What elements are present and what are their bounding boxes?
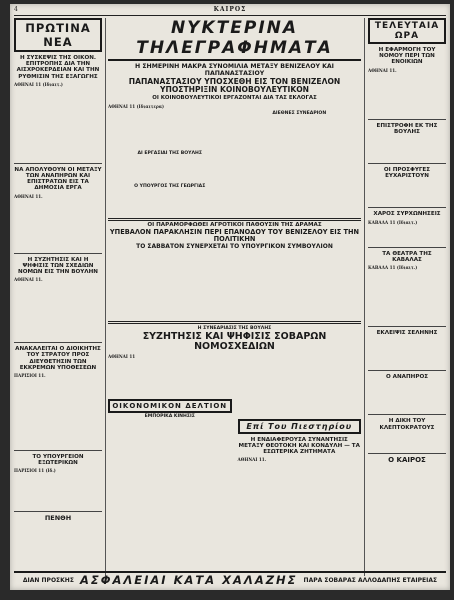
dateline: ΚΑΒΑΛΑ 11 (Ιδιαιτ.): [368, 265, 418, 271]
center-title: ΝΥΚΤΕΡΙΝΑ ΤΗΛΕΓΡΑΦΗΜΑΤΑ: [108, 18, 361, 61]
article-headline: ΟΙ ΠΡΟΣΦΥΓΕΣ ΕΥΧΑΡΙΣΤΟΥΝ: [383, 167, 431, 180]
ad-left-text: ΔΙΑΝ ΠΡΟΣΚΗΣ: [22, 576, 74, 584]
dateline: ΑΘΗΝΑΙ 11.: [14, 193, 43, 199]
article-headline: ΠΕΝΘΗ: [44, 514, 72, 523]
advertisement-strip: [14, 571, 446, 587]
article-body: [108, 156, 232, 184]
dateline: ΑΘΗΝΑΙ 11 (Ιδιαιτερα): [108, 103, 164, 109]
article-body: [368, 225, 446, 245]
press-headline: Η ΕΝΔΙΑΦΕΡΟΥΣΑ ΣΥΝΑΝΤΗΣΙΣ ΜΕΤΑΞΥ ΘΕΟΤΟΚΗ ΚΑΙ ΚΟΝΔΥΛΗ — ΤΑ ΕΣΩΤΕΡΙΚΑ ΖΗΤΗΜΑΤΑ: [238, 436, 360, 455]
article-body: [14, 378, 102, 448]
dateline: ΚΑΒΑΛΑ 11 (Ιδιαιτ.): [368, 219, 418, 225]
article-body: [14, 282, 102, 340]
economic-bulletin-title: ΟΙΚΟΝΟΜΙΚΟΝ ΔΕΛΤΙΟΝ: [108, 399, 232, 413]
article-headline: ΤΟ ΥΠΟΥΡΓΕΙΟΝ ΕΞΩΤΕΡΙΚΩΝ: [32, 454, 84, 467]
article-headline: ΑΝΑΚΑΛΕΙΤΑΙ Ο ΔΙΟΙΚΗΤΗΣ ΤΟΥ ΣΤΡΑΤΟΥ ΠΡΟΣ ΔΙΕΥΘΕΤΗΣΙΝ ΤΩΝ ΕΚΚΡΕΜΩΝ ΥΠΟΘΕΣΕΩΝ: [15, 346, 101, 371]
article-body: [108, 253, 361, 319]
headline-main: ΥΠΕΒΑΛΟΝ ΠΑΡΑΚΛΗΣΙΝ ΠΕΡΙ ΕΠΑΝΟΔΟΥ ΤΟΥ ΒΕΝΙΖΕΛΟΥ ΕΙΣ ΤΗΝ ΠΟΛΙΤΙΚΗΝ: [109, 228, 360, 244]
article-headline: Ο ΚΑΙΡΟΣ: [388, 455, 426, 464]
article-body: [14, 473, 102, 509]
article-headline: Η ΣΥΖΗΤΗΣΙΣ ΚΑΙ Η ΨΗΦΙΣΙΣ ΤΩΝ ΣΧΕΔΙΩΝ ΝΟΜΩΝ ΕΙΣ ΤΗΝ ΒΟΥΛΗΝ: [18, 256, 98, 276]
article-body: [368, 270, 446, 324]
article-body: [368, 382, 446, 412]
lead-subheadline: ΟΙ ΚΟΙΝΟΒΟΥΛΕΥΤΙΚΟΙ ΕΡΓΑΖΟΝΤΑΙ ΔΙΑ ΤΑΣ ΕΚΛΟΓΑΣ: [152, 94, 317, 101]
column-divider: [105, 18, 106, 576]
article-body: [238, 359, 362, 419]
article-headline: ΝΑ ΑΠΟΛΥΘΟΥΝ ΟΙ ΜΕΤΑΞΥ ΤΩΝ ΑΝΑΠΗΡΩΝ ΚΑΙ ΕΠΙΣΤΡΑΤΩΝ ΕΙΣ ΤΑ ΔΗΜΟΣΙΑ ΕΡΓΑ: [14, 166, 102, 192]
article-body: [368, 137, 446, 161]
dateline: ΑΘΗΝΑΙ 11.: [368, 67, 397, 73]
article-body: [14, 199, 102, 251]
dateline: ΑΘΗΝΑΙ 11.: [237, 457, 267, 463]
article-body: [108, 111, 232, 151]
article-headline: ΕΚΛΕΙΨΙΣ ΣΕΛΗΝΗΣ: [376, 330, 438, 337]
dateline: ΑΘΗΝΑΙ 11: [108, 353, 136, 359]
dateline: ΠΑΡΙΣΙΟΙ 11 (Ιδ.): [14, 468, 56, 474]
article-headline: Η ΔΙΚΗ ΤΟΥ ΚΛΕΠΤΟΚΡΑΤΟΥΣ: [379, 418, 435, 431]
masthead: ΚΑΙΡΟΣ: [213, 5, 247, 13]
article-body: [108, 419, 232, 523]
article-body: [368, 465, 446, 505]
parliament-headline: ΣΥΖΗΤΗΣΙΣ ΚΑΙ ΨΗΦΙΣΙΣ ΣΟΒΑΡΩΝ ΝΟΜΟΣΧΕΔΙΩΝ: [142, 330, 327, 352]
dateline: ΑΘΗΝΑΙ 11 (Ιδιαιτ.): [14, 81, 63, 87]
page-number: 4: [14, 5, 18, 13]
parliament-kicker: Η ΣΥΝΕΔΡΙΑΣΙΣ ΤΗΣ ΒΟΥΛΗΣ: [197, 325, 272, 331]
center-area: [108, 18, 361, 570]
ad-right-text: ΠΑΡΑ ΣΟΒΑΡΑΣ ΑΛΛΟΔΑΠΗΣ ΕΤΑΙΡΕΙΑΣ: [303, 576, 438, 584]
article-body: [238, 116, 362, 216]
article-headline: Ο ΑΝΑΠΗΡΟΣ: [385, 374, 429, 381]
article-body: [368, 181, 446, 205]
dateline: ΑΘΗΝΑΙ 11.: [14, 277, 43, 283]
press-column-title: Επί Του Πιεστηρίου: [238, 419, 362, 434]
ad-main-text: ΑΣΦΑΛΕΙΑΙ ΚΑΤΑ ΧΑΛΑΖΗΣ: [79, 573, 298, 587]
header-rule: [14, 15, 446, 16]
column-divider: [364, 18, 365, 576]
right-column: [368, 18, 446, 570]
headline: ΟΙ ΠΑΡΑΜΟΡΦΩΘΕΙ ΑΓΡΟΤΙΚΟΙ ΠΑΘΟΥΣΙΝ ΤΗΣ ΔΡΑΜΑΣ: [147, 221, 322, 228]
article-body: [14, 87, 102, 161]
article-headline: ΕΠΙΣΤΡΟΦΗ ΕΚ ΤΗΣ ΒΟΥΛΗΣ: [376, 122, 438, 135]
article-body: [14, 524, 102, 570]
newspaper-page: [10, 4, 450, 590]
section-subhead: Ο ΥΠΟΥΡΓΟΣ ΤΗΣ ΓΕΩΡΓΙΑΣ: [134, 183, 206, 189]
article-body: [368, 73, 446, 117]
article-headline: ΤΑ ΘΕΑΤΡΑ ΤΗΣ ΚΑΒΑΛΑΣ: [382, 250, 432, 263]
dateline: ΠΑΡΙΣΙΟΙ 11.: [14, 373, 46, 379]
article-body: [108, 189, 232, 209]
running-header: [14, 4, 446, 14]
article-body: [108, 359, 232, 399]
article-body: [368, 338, 446, 368]
economic-bulletin-subtitle: ΕΜΠΟΡΙΚΑ ΚΙΝΗΣΙΣ: [144, 413, 195, 419]
lead-headline: Η ΣΗΜΕΡΙΝΗ ΜΑΚΡΑ ΣΥΝΟΜΙΛΙΑ ΜΕΤΑΞΥ ΒΕΝΙΖΕΛΟΥ ΚΑΙ ΠΑΠΑΝΑΣΤΑΣΙΟΥ: [135, 63, 334, 77]
left-column-title: ΠΡΩΤΙΝΑ ΝΕΑ: [14, 18, 102, 52]
left-column: [14, 18, 102, 570]
article-body: [368, 433, 446, 451]
article-headline: Η ΣΥΣΚΕΨΙΣ ΤΗΣ ΟΙΚΟΝ. ΕΠΙΤΡΟΠΗΣ ΔΙΑ ΤΗΝ ΑΙΣΧΡΟΚΕΡΔΕΙΑΝ ΚΑΙ ΤΗΝ ΡΥΘΜΙΣΙΝ ΤΗΣ ΕΞΑΓΩΓΗΣ: [16, 55, 100, 80]
lead-headline-main: ΠΑΠΑΝΑΣΤΑΣΙΟΥ ΥΠΟΣΧΕΘΗ ΕΙΣ ΤΟΝ ΒΕΝΙΖΕΛΟΝ ΥΠΟΣΤΗΡΙΞΙΝ ΚΟΙΝΟΒΟΥΛΕΥΤΙΚΟΝ: [128, 77, 341, 94]
right-column-title: ΤΕΛΕΥΤΑΙΑ ΩΡΑ: [368, 18, 446, 44]
article-headline: Η ΕΦΑΡΜΟΓΗ ΤΟΥ ΝΟΜΟΥ ΠΕΡΙ ΤΩΝ ΕΝΟΙΚΙΩΝ: [378, 47, 436, 66]
article-headline: ΧΑΡΟΣ ΣΥΡΧΩΝΗΣΕΙΣ: [373, 211, 441, 218]
article-body: [238, 462, 362, 522]
subheadline: ΤΟ ΣΑΒΒΑΤΟΝ ΣΥΝΕΡΧΕΤΑΙ ΤΟ ΥΠΟΥΡΓΙΚΟΝ ΣΥΜΒΟΥΛΙΟΝ: [136, 243, 333, 251]
section-subhead: ΑΙ ΕΡΓΑΣΙΑΙ ΤΗΣ ΒΟΥΛΗΣ: [137, 150, 203, 156]
section-subhead: ΔΙΕΘΝΕΣ ΣΥΝΕΔΡΙΟΝ: [272, 110, 327, 116]
